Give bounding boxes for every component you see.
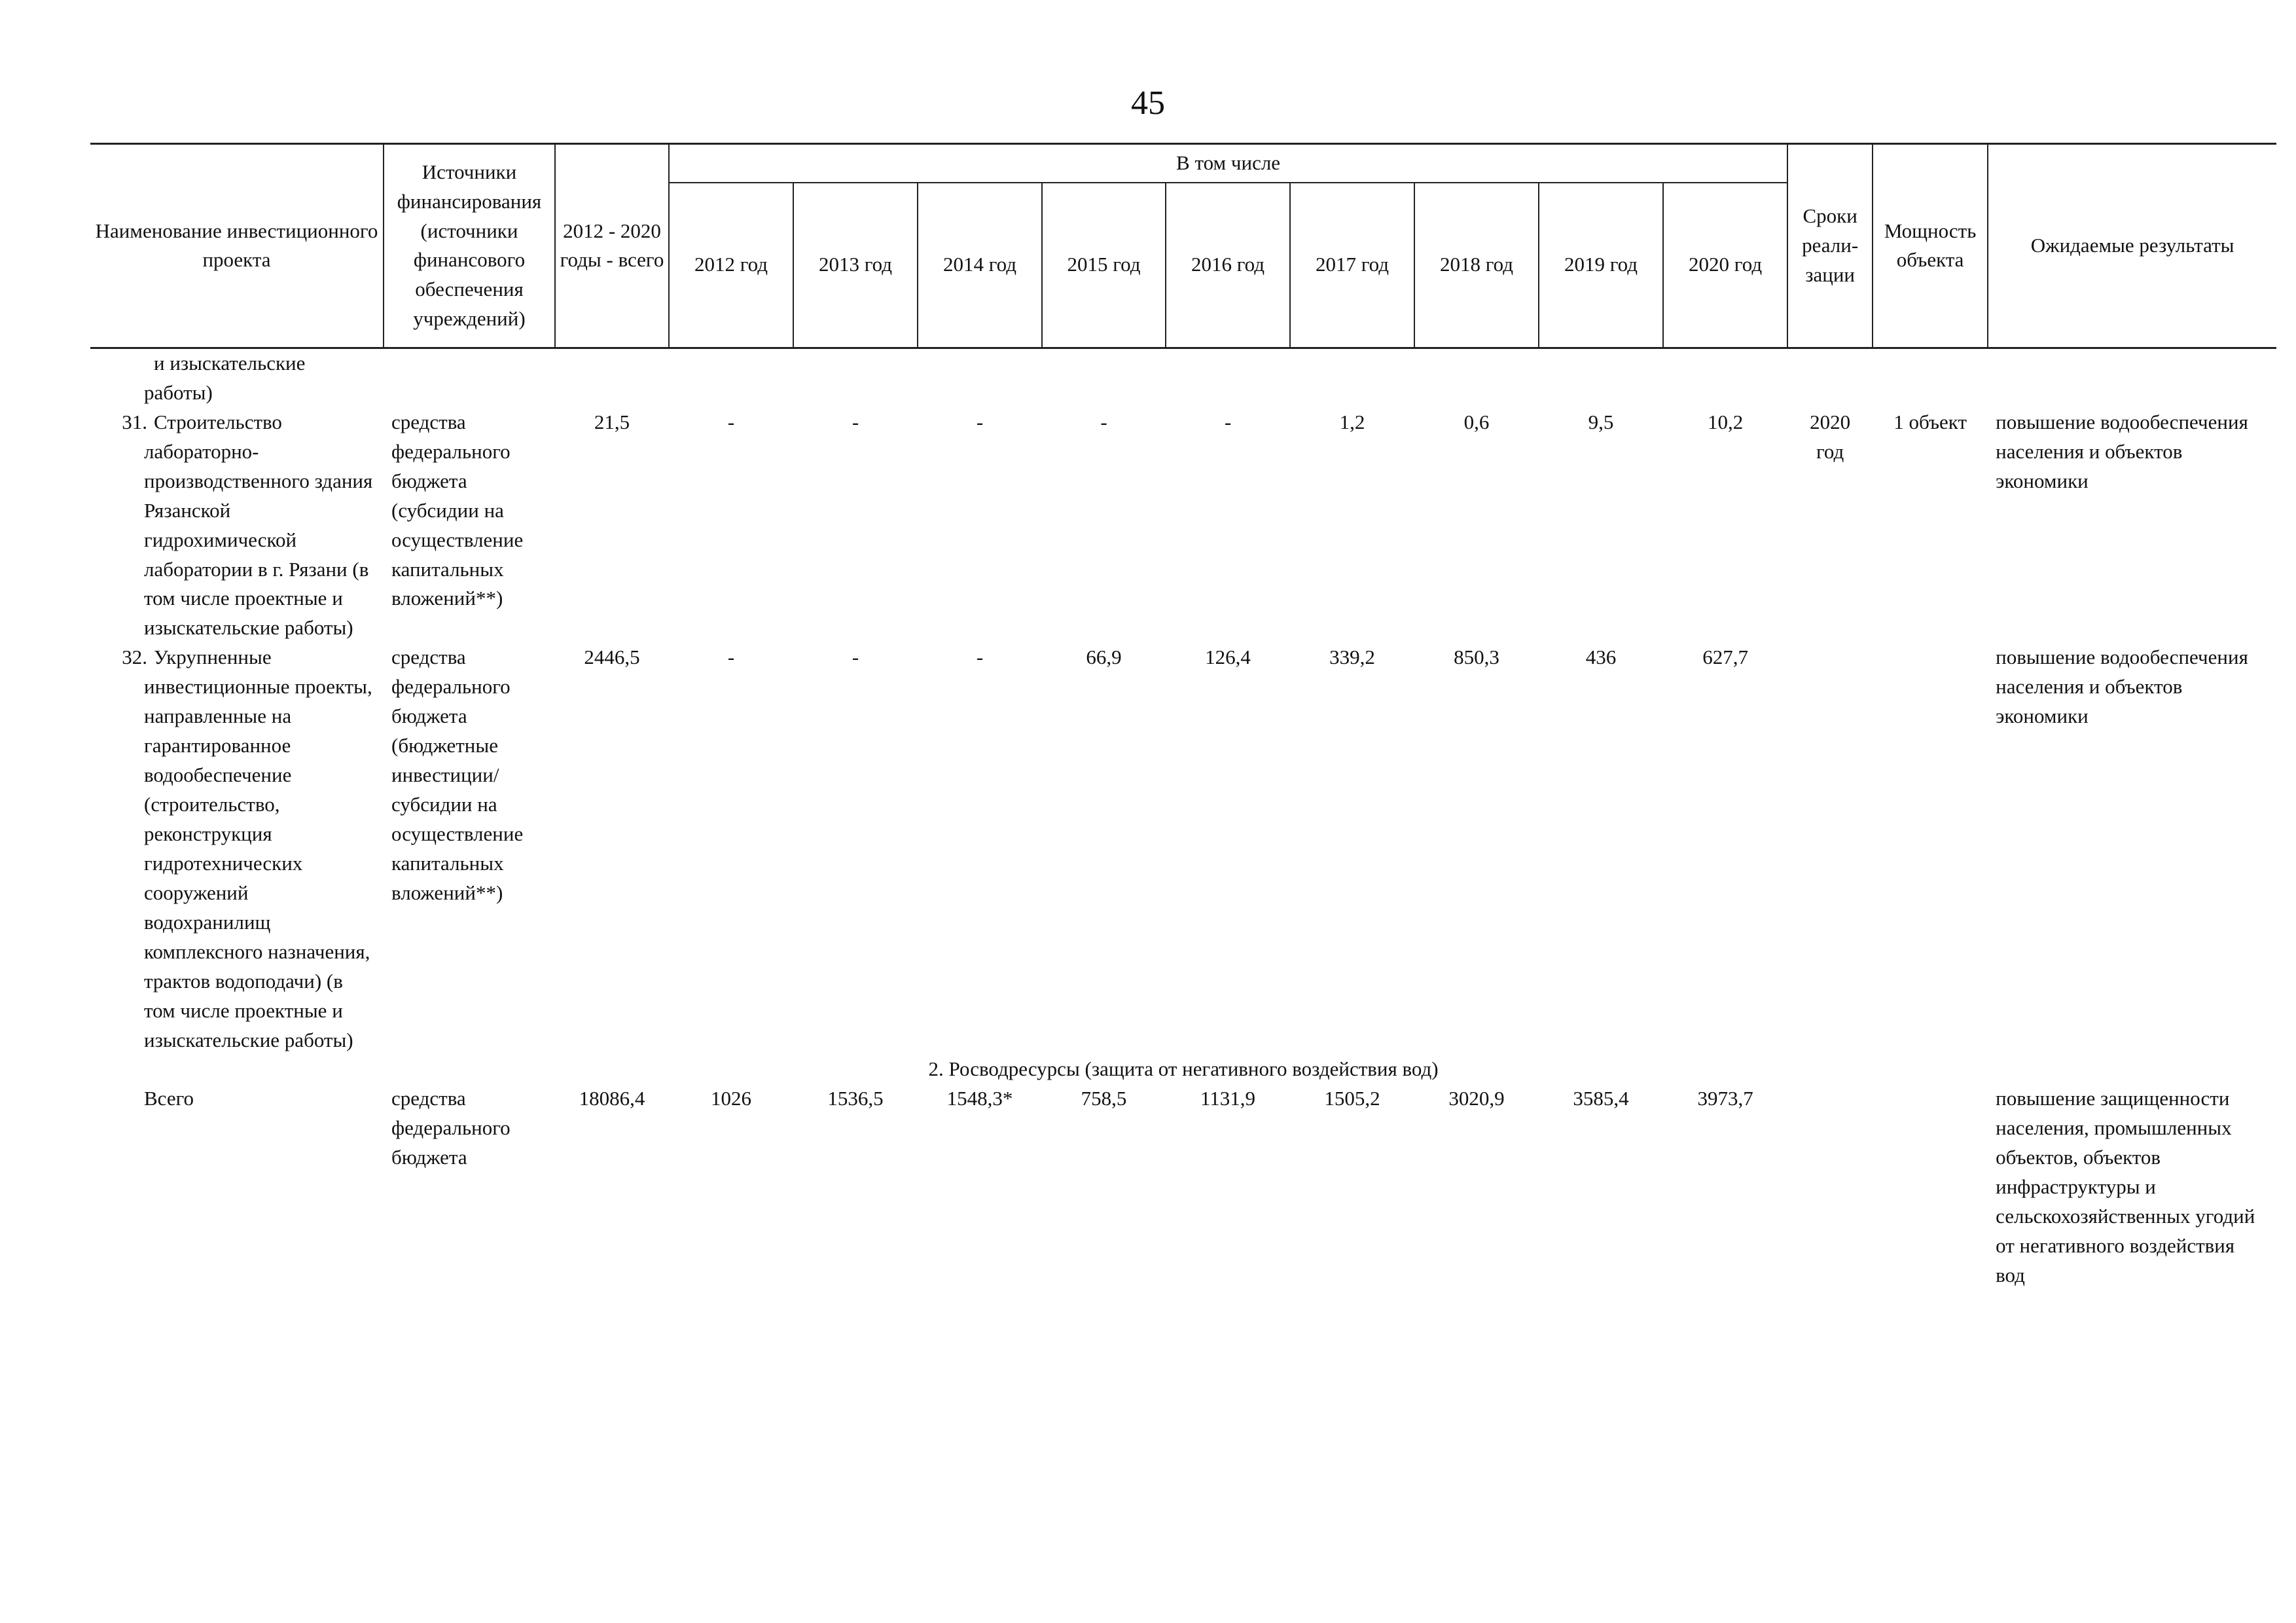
header-total: 2012 - 2020 годы - всего — [555, 144, 669, 348]
year-cell: 1505,2 — [1324, 1087, 1380, 1110]
power-cell — [1873, 643, 1988, 1055]
year-cell — [1166, 348, 1290, 407]
table-row — [90, 408, 2276, 644]
year-cell: 1536,5 — [827, 1087, 884, 1110]
year-cell: - — [852, 646, 859, 669]
header-year: 2014 год — [918, 183, 1042, 348]
source-cell: средства федерального бюджета (субсидии на осуществление капитальных вложений**) — [391, 410, 524, 610]
year-cell — [1663, 348, 1787, 407]
year-cell — [1414, 348, 1539, 407]
result-cell — [1988, 348, 2276, 407]
header-results: Ожидаемые результаты — [1988, 144, 2276, 348]
total-row — [90, 1084, 2276, 1290]
header-term: Сроки реали-зации — [1787, 144, 1873, 348]
year-cell: 1026 — [711, 1087, 751, 1110]
year-cell: 10,2 — [1707, 410, 1744, 433]
year-cell: 3020,9 — [1448, 1087, 1505, 1110]
year-cell: - — [976, 646, 984, 669]
header-including: В том числе — [669, 144, 1787, 183]
section-title: 2. Росводресурсы (защита от негативного воздействия вод) — [928, 1057, 1439, 1081]
power-cell — [1873, 1084, 1988, 1290]
year-cell: 126,4 — [1205, 646, 1251, 669]
source-cell — [384, 348, 555, 407]
project-name: Укрупненные инвестиционные проекты, направленные на гарантированное водообеспечение (строительство, реконструкция гидротехнических сооружений водохранилищ комплексного назначения, трактов водоподачи) (в том числе проектные и изыскательские работы) — [144, 646, 372, 1051]
table-row — [90, 348, 2276, 407]
year-cell — [1042, 348, 1166, 407]
year-cell: 339,2 — [1329, 646, 1375, 669]
year-cell — [669, 348, 793, 407]
result-cell: повышение водообеспечения населения и объектов экономики — [1996, 410, 2248, 492]
year-cell: 1131,9 — [1200, 1087, 1256, 1110]
header-year: 2016 год — [1166, 183, 1290, 348]
source-cell: средства федерального бюджета — [391, 1087, 511, 1169]
project-name-cell — [90, 643, 384, 1055]
table-header — [90, 144, 2276, 348]
year-cell — [1290, 348, 1414, 407]
power-cell — [1873, 348, 1988, 407]
project-name-cell — [90, 348, 384, 407]
total-cell: 21,5 — [594, 410, 630, 433]
page-number: 45 — [1131, 84, 1165, 122]
year-cell: - — [1224, 410, 1232, 433]
year-cell: 1548,3* — [946, 1087, 1013, 1110]
project-name: и изыскательские работы) — [144, 351, 306, 404]
header-year: 2015 год — [1042, 183, 1166, 348]
year-cell: 3973,7 — [1697, 1087, 1753, 1110]
year-cell: 3585,4 — [1573, 1087, 1629, 1110]
investment-table — [90, 143, 2276, 1290]
table-row — [90, 643, 2276, 1055]
result-cell: повышение водообеспечения населения и объектов экономики — [1996, 646, 2248, 728]
result-cell: повышение защищенности населения, промышленных объектов, объектов инфраструктуры и сельскохозяйственных угодий от негативного воздействия вод — [1996, 1087, 2255, 1286]
source-cell: средства федерального бюджета (бюджетные инвестиции/ субсидии на осуществление капитальных вложений**) — [391, 646, 524, 904]
year-cell — [918, 348, 1042, 407]
row-number: 32. — [122, 646, 147, 669]
header-year: 2012 год — [669, 183, 793, 348]
year-cell: 66,9 — [1086, 646, 1122, 669]
term-cell — [1787, 1084, 1873, 1290]
term-cell: 2020 год — [1810, 410, 1851, 463]
project-name-cell — [90, 408, 384, 644]
header-year: 2019 год — [1539, 183, 1663, 348]
year-cell: 9,5 — [1588, 410, 1614, 433]
header-power: Мощность объекта — [1873, 144, 1988, 348]
power-cell: 1 объект — [1893, 410, 1967, 433]
year-cell: - — [727, 410, 735, 433]
header-sources: Источники финансирования (источники финансового обеспечения учреждений) — [384, 144, 555, 348]
total-cell — [555, 348, 669, 407]
section-row — [90, 1055, 2276, 1084]
year-cell: - — [727, 646, 735, 669]
header-year: 2017 год — [1290, 183, 1414, 348]
header-year: 2013 год — [793, 183, 918, 348]
term-cell — [1787, 643, 1873, 1055]
year-cell — [793, 348, 918, 407]
total-cell: 2446,5 — [584, 646, 640, 669]
header-year: 2018 год — [1414, 183, 1539, 348]
year-cell: 627,7 — [1702, 646, 1748, 669]
year-cell: 436 — [1585, 646, 1617, 669]
year-cell: - — [852, 410, 859, 433]
year-cell: 1,2 — [1339, 410, 1365, 433]
project-name: Всего — [144, 1087, 194, 1110]
year-cell: - — [1100, 410, 1107, 433]
term-cell — [1787, 348, 1873, 407]
project-name-cell — [90, 1084, 384, 1290]
header-name: Наименование инвестиционного проекта — [90, 144, 384, 348]
header-year: 2020 год — [1663, 183, 1787, 348]
year-cell: 0,6 — [1463, 410, 1490, 433]
year-cell: - — [976, 410, 984, 433]
year-cell — [1539, 348, 1663, 407]
year-cell: 758,5 — [1081, 1087, 1127, 1110]
project-name: Строительство лабораторно-производственного здания Рязанской гидрохимической лаборатории в г. Рязани (в том числе проектные и изыскательские работы) — [144, 410, 373, 640]
year-cell: 850,3 — [1454, 646, 1499, 669]
total-cell: 18086,4 — [579, 1087, 645, 1110]
row-number: 31. — [122, 410, 147, 433]
